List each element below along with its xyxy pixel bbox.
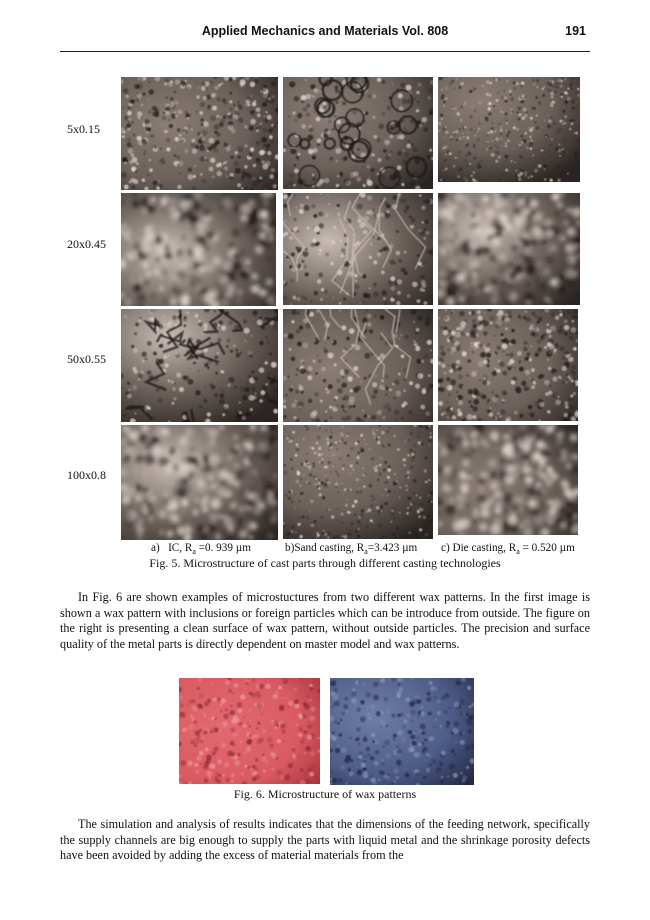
micrograph-ic-50x [121,309,278,422]
micrograph-ic-20x [121,193,276,306]
row-label-magnification-3: 50x0.55 [67,352,106,366]
column-label-die-casting: c) Die casting, $R_a = 0.520$ µm [441,542,575,557]
row-label-magnification-4: 100x0.8 [67,468,106,482]
micrograph-die-20x [438,193,580,305]
micrograph-ic-100x [121,425,278,540]
micrograph-sand-5x [283,77,433,189]
journal-title: Applied Mechanics and Materials Vol. 808 [201,24,449,38]
page-number: 191 [565,24,586,38]
body-paragraph-2: The simulation and analysis of results indicates that the dimensions of the feeding network, specifically the supply channels are big enough to supply the parts with liquid metal and the shrinkage porosity defects have been avoided by adding the excess of material materials from the [60,817,590,863]
wax-pattern-with-inclusions-image [179,678,320,784]
micrograph-ic-5x [121,77,278,190]
column-label-ic: a) IC, $R_a =0$. 939 µm [151,542,251,557]
figure-5-caption: Fig. 5. Microstructure of cast parts through different casting technologies [149,556,501,570]
column-label-sand-casting: b)Sand casting, $R_a=3.423$ µm [285,542,418,557]
micrograph-die-50x [438,309,578,421]
running-header [60,24,590,44]
body-paragraph-1: In Fig. 6 are shown examples of microstuctures from two different wax patterns. In the first image is shown a wax pattern with inclusions or foreign particles which can be introduce from outside. The figure on the right is presenting a clean surface of wax pattern, without outside particles. The precision and surface quality of the metal parts is directly dependent on master model and wax patterns. [60,590,590,651]
header-rule [60,51,590,52]
figure-6-caption: Fig. 6. Microstructure of wax patterns [233,787,417,801]
row-label-magnification-2: 20x0.45 [67,237,106,251]
micrograph-die-100x [438,425,578,535]
row-label-magnification-1: 5x0.15 [67,122,100,136]
micrograph-sand-100x [283,425,433,539]
wax-pattern-clean-image [330,678,474,785]
micrograph-die-5x [438,77,580,182]
micrograph-sand-20x [283,193,433,305]
micrograph-sand-50x [283,309,433,422]
